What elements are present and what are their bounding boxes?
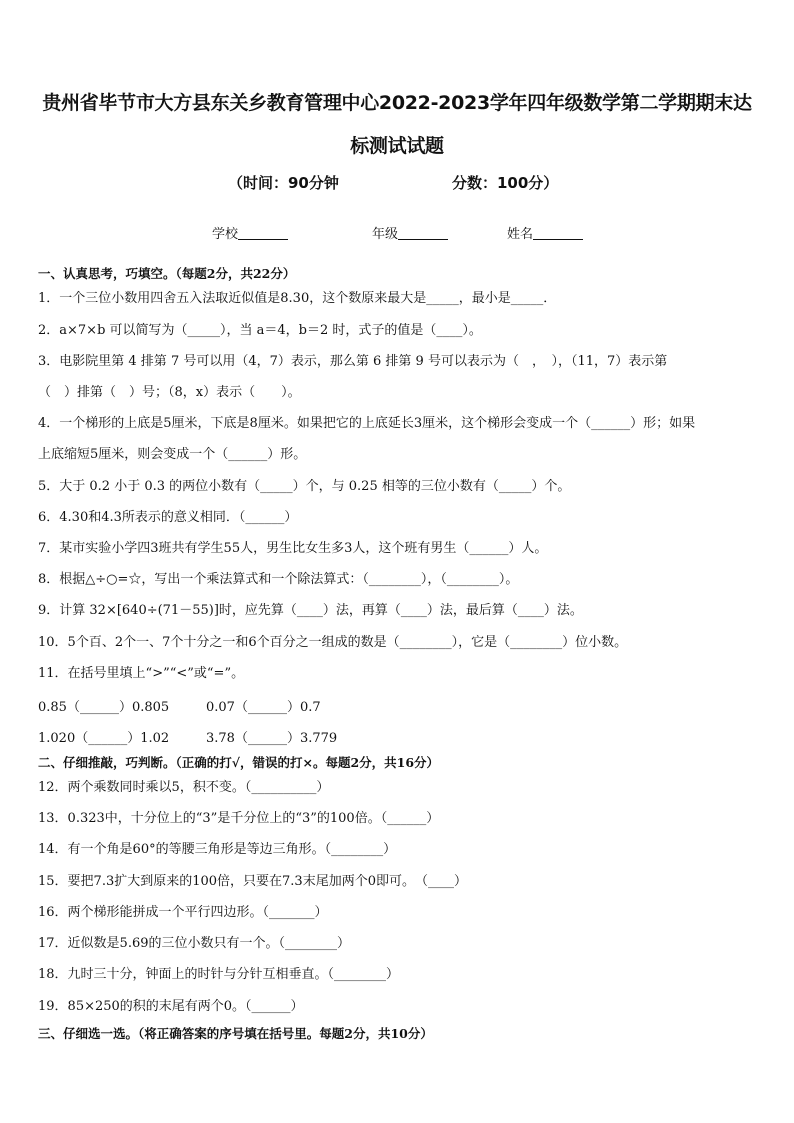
question-9: 9．计算 32×[640÷(71－55)]时，应先算（____）法，再算（____）法，最后算（____）法。 [38,603,583,618]
total-score: 分数：100分） [452,174,559,192]
question-11: 11．在括号里填上“>”“<”或“=”。 [38,666,245,681]
question-6: 6．4.30和4.3所表示的意义相同．（______） [38,510,298,525]
question-10: 10．5个百、2个一、7个十分之一和6个百分之一组成的数是（________），它是（________）位小数。 [38,635,628,650]
question-14: 14．有一个角是60°的等腰三角形是等边三角形。（________） [38,842,397,857]
question-5: 5．大于 0.2 小于 0.3 的两位小数有（_____）个，与 0.25 相等的三位小数有（_____）个。 [38,479,571,494]
question-1: 1．一个三位小数用四舍五入法取近似值是8.30，这个数原来最大是_____，最小是_____． [38,291,557,306]
section-1-heading: 一、认真思考，巧填空。（每题2分，共22分） [38,266,296,281]
question-2: 2．a×7×b 可以简写为（_____），当 a＝4，b＝2 时，式子的值是（____）。 [38,323,482,338]
title-line-2: 标测试试题 [350,135,444,157]
grade-blank [398,225,448,240]
section-2-heading: 二、仔细推敲，巧判断。（正确的打√，错误的打×。每题2分，共16分） [38,755,440,770]
question-12: 12．两个乘数同时乘以5，积不变。（__________） [38,780,330,795]
question-8: 8．根据△÷○=☆，写出一个乘法算式和一个除法算式：（________），（________）。 [38,572,519,587]
grade-label: 年级 [372,227,399,242]
question-13: 13．0.323中，十分位上的“3”是千分位上的“3”的100倍。（______） [38,811,440,826]
grade-field [372,223,448,242]
school-field [212,223,288,242]
question-19: 19．85×250的积的末尾有两个0。（______） [38,999,304,1014]
name-label: 姓名 [507,227,534,242]
exam-meta [0,172,794,194]
question-15: 15．要把7.3扩大到原来的100倍，只要在7.3末尾加两个0即可。 （____） [38,874,467,889]
title-line-1: 贵州省毕节市大方县东关乡教育管理中心2022-2023学年四年级数学第二学期期末达 [42,92,752,114]
name-field [507,223,583,242]
time-limit: （时间：90分钟 [228,174,339,192]
compare-item: 1.020（______）1.02 [38,731,170,746]
section-3-heading: 三、仔细选一选。（将正确答案的序号填在括号里。每题2分，共10分） [38,1026,433,1041]
question-11-row-2 [38,727,758,747]
compare-item: 0.07（______）0.7 [206,700,321,715]
question-3-line-1: 3．电影院里第 4 排第 7 号可以用（4，7）表示，那么第 6 排第 9 号可以表示为（ ， ），（11，7）表示第 [38,354,668,369]
compare-item: 0.85（______）0.805 [38,700,170,715]
name-blank [533,225,583,240]
question-4-line-1: 4．一个梯形的上底是5厘米，下底是8厘米。如果把它的上底延长3厘米，这个梯形会变成一个（______）形；如果 [38,416,696,431]
question-4-line-2: 上底缩短5厘米，则会变成一个（______）形。 [38,447,307,462]
question-17: 17．近似数是5.69的三位小数只有一个。（________） [38,936,350,951]
question-18: 18．九时三十分，钟面上的时针与分针互相垂直。（________） [38,967,400,982]
compare-item: 3.78（______）3.779 [206,731,338,746]
student-info [0,223,794,243]
question-7: 7．某市实验小学四3班共有学生55人，男生比女生多3人，这个班有男生（______）人。 [38,541,548,556]
question-11-row-1 [38,696,758,716]
school-blank [238,225,288,240]
question-16: 16．两个梯形能拼成一个平行四边形。（_______） [38,905,328,920]
school-label: 学校 [212,227,239,242]
question-3-line-2: （ ）排第（ ）号；（8，x）表示（ ）。 [38,385,301,400]
